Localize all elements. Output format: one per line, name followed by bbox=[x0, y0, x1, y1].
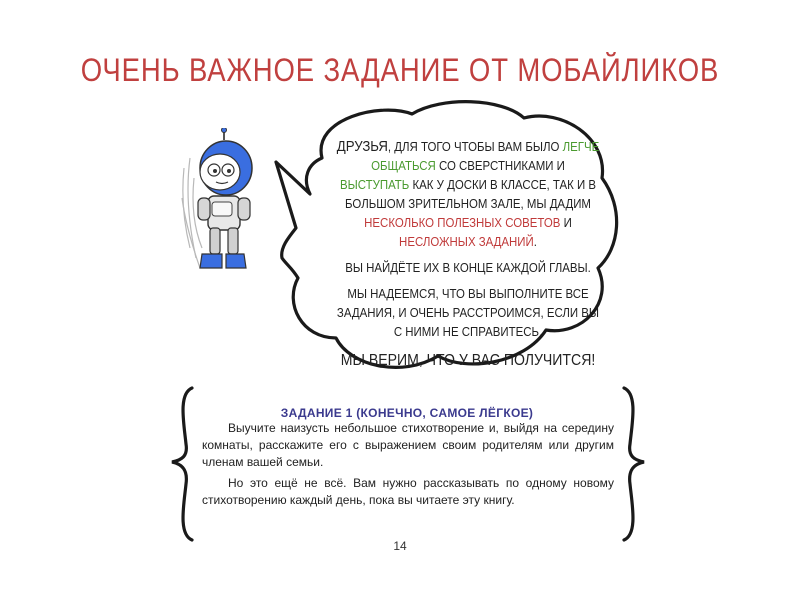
highlight-green-2: ВЫСТУПАТЬ bbox=[339, 177, 410, 192]
bubble-text bbox=[336, 137, 600, 370]
page-title: ОЧЕНЬ ВАЖНОЕ ЗАДАНИЕ ОТ МОБАЙЛИКОВ bbox=[80, 52, 720, 88]
highlight-green-1: ЛЕГЧЕ ОБЩАТЬСЯ bbox=[371, 139, 600, 173]
bubble-text-span: СО СВЕРСТНИКАМИ И bbox=[435, 158, 565, 173]
bubble-closing: МЫ ВЕРИМ, ЧТО У ВАС ПОЛУЧИТСЯ! bbox=[340, 352, 596, 369]
highlight-red-2: НЕСЛОЖНЫХ ЗАДАНИЙ bbox=[399, 234, 534, 249]
bubble-paragraph-2: ВЫ НАЙДЁТЕ ИХ В КОНЦЕ КАЖДОЙ ГЛАВЫ. bbox=[345, 260, 591, 275]
bubble-text-span: КАК У ДОСКИ В КЛАССЕ, ТАК И В БОЛЬШОМ ЗРИТЕЛЬНОМ ЗАЛЕ, МЫ ДАДИМ bbox=[345, 177, 597, 211]
bubble-paragraph-3: МЫ НАДЕЕМСЯ, ЧТО ВЫ ВЫПОЛНИТЕ ВСЕ ЗАДАНИЯ, И ОЧЕНЬ РАССТРОИМСЯ, ЕСЛИ ВЫ С НИМИ НЕ СПРАВИТЕСЬ. bbox=[336, 286, 600, 339]
page-number: 14 bbox=[393, 539, 407, 553]
highlight-red-1: НЕСКОЛЬКО ПОЛЕЗНЫХ СОВЕТОВ bbox=[364, 215, 561, 230]
task-body bbox=[202, 420, 614, 513]
bubble-text-span: , ДЛЯ ТОГО ЧТОБЫ ВАМ БЫЛО bbox=[387, 139, 560, 154]
bubble-text-span: И bbox=[560, 215, 572, 230]
bubble-paragraph-1 bbox=[336, 137, 600, 251]
task-title: ЗАДАНИЕ 1 (КОНЕЧНО, САМОЕ ЛЁГКОЕ) bbox=[280, 406, 534, 420]
task-paragraph-2: Но это ещё не всё. Вам нужно рассказывать по одному новому стихотворению каждый день, пока вы читаете эту книгу. bbox=[202, 476, 614, 507]
bubble-text-span: . bbox=[533, 234, 537, 249]
task-paragraph-1: Выучите наизусть небольшое стихотворение и, выйдя на середину комнаты, расскажите его с выражением своим родителям или другим членам вашей семьи. bbox=[202, 421, 614, 469]
bubble-friends-word: ДРУЗЬЯ bbox=[336, 138, 388, 155]
